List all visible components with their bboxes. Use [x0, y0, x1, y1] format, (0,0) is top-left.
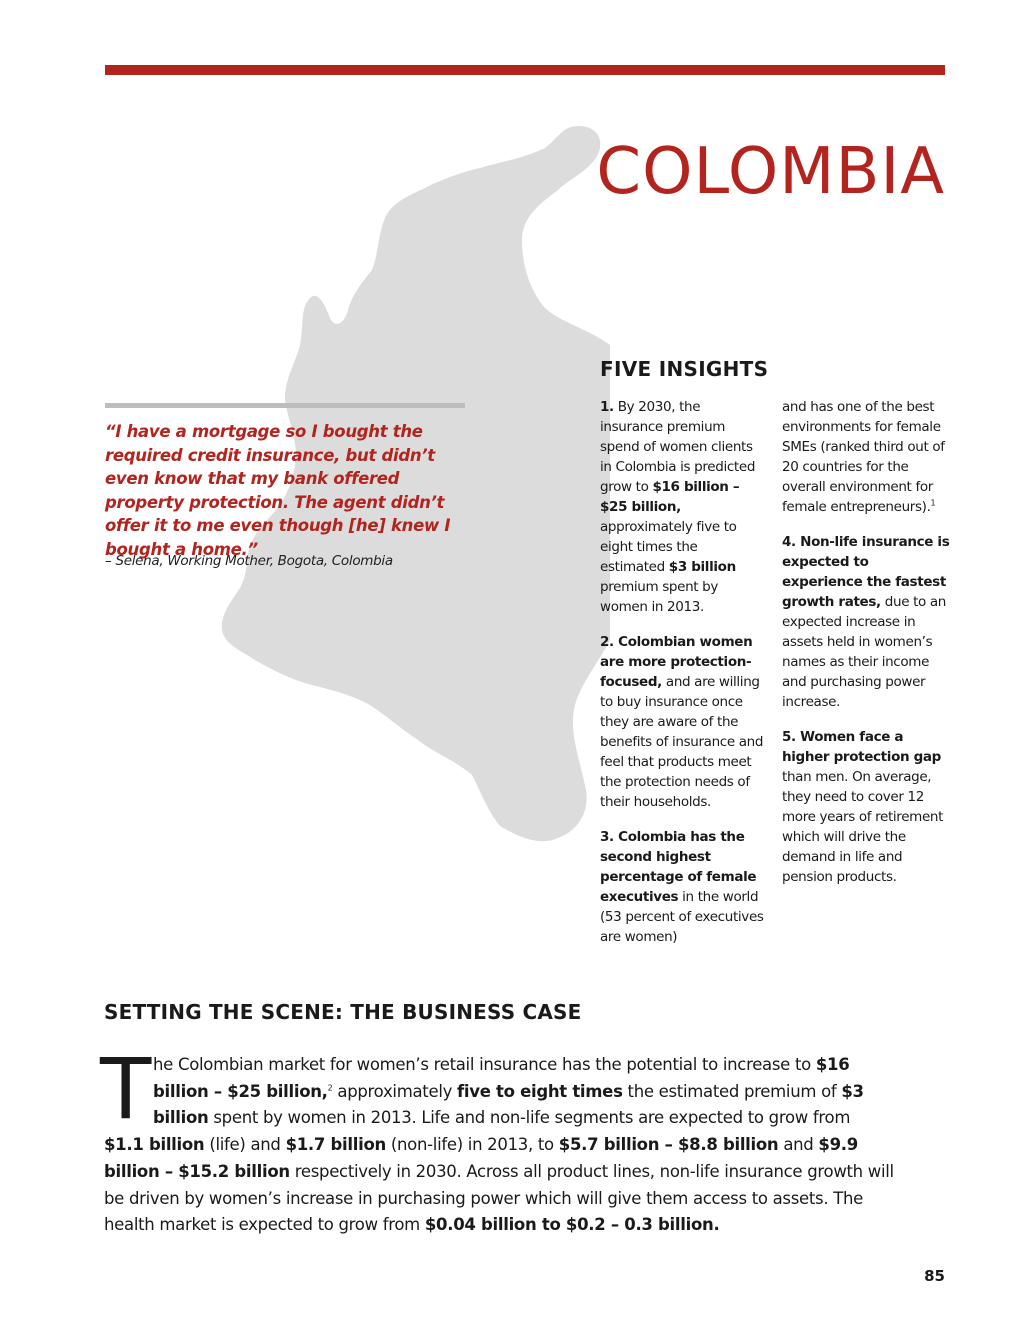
- body-bold-5: $1.7 billion: [285, 1135, 386, 1155]
- page-number: 85: [924, 1267, 945, 1285]
- insight-1-bold-b: $3 billion: [668, 559, 736, 575]
- body-text-8: respectively in 2030. Across all product lines, non-life insurance growth will be driven by women’s increase in purchasing power which will give them access to assets. The health market is expected to grow from: [104, 1161, 894, 1235]
- body-bold-3: $3 billion: [153, 1081, 864, 1128]
- drop-cap: T: [100, 1040, 152, 1138]
- body-bold-1: $16 billion – $25 billion,: [153, 1055, 850, 1101]
- insight-4-lead: 4. Non-life insurance is expected to experience the fastest growth rates,: [782, 534, 950, 610]
- pull-quote: “I have a mortgage so I bought the required credit insurance, but didn’t even know that my bank offered property protection. The agent didn’t offer it to me even though [he] knew I bought a home.”: [105, 422, 451, 559]
- insight-1-text-c: premium spent by women in 2013.: [600, 579, 719, 615]
- body-text-7: and: [778, 1135, 819, 1155]
- insight-4-text: due to an expected increase in assets held in women’s names as their income and purchasing power increase.: [782, 594, 947, 710]
- insight-5: [782, 727, 950, 887]
- body-bold-6: $5.7 billion – $8.8 billion: [558, 1135, 779, 1155]
- body-text-5: (life) and: [204, 1135, 286, 1155]
- business-case-paragraph: [100, 1040, 894, 1239]
- insight-2-lead: 2. Colombian women are more protection-focused,: [600, 634, 753, 690]
- insight-5-lead: 5. Women face a higher protection gap: [782, 729, 941, 765]
- body-text-3: the estimated premium of: [622, 1081, 842, 1101]
- insights-heading: FIVE INSIGHTS: [600, 357, 769, 381]
- body-bold-7: $9.9 billion – $15.2 billion: [104, 1135, 858, 1181]
- insight-5-text: than men. On average, they need to cover 12 more years of retirement which will drive the demand in life and pension products.: [782, 769, 944, 885]
- insight-1-bold-a: $16 billion – $25 billion,: [600, 479, 740, 515]
- footnote-1-marker: 1: [930, 498, 936, 508]
- insight-1-text-a: By 2030, the insurance premium spend of women clients in Colombia is predicted grow to: [600, 399, 756, 495]
- insight-3-lead: 3. Colombia has the second highest percentage of female executives: [600, 829, 757, 905]
- insight-1-number: 1.: [600, 399, 614, 415]
- insight-2-text: and are willing to buy insurance once they are aware of the benefits of insurance and feel that products meet the protection needs of their households.: [600, 674, 764, 810]
- body-bold-4: $1.1 billion: [104, 1135, 205, 1155]
- insight-3-text-a: in the world (53 percent of executives are women): [600, 889, 764, 945]
- insight-3-text-b: and has one of the best environments for female SMEs (ranked third out of 20 countries for the overall environment for female entrepreneurs).: [782, 399, 945, 515]
- footnote-2-marker: 2: [327, 1083, 333, 1093]
- insights-column-right: [782, 397, 950, 902]
- insight-3: [600, 827, 766, 947]
- section-heading: SETTING THE SCENE: THE BUSINESS CASE: [104, 1000, 582, 1024]
- insight-4: [782, 532, 950, 712]
- insights-column-left: [600, 397, 766, 962]
- quote-attribution: – Selena, Working Mother, Bogota, Colombia: [105, 553, 393, 569]
- insight-1: [600, 397, 766, 617]
- body-bold-8: $0.04 billion to $0.2 – 0.3 billion.: [424, 1215, 720, 1235]
- body-text-6: (non-life) in 2013, to: [385, 1135, 559, 1155]
- body-bold-2: five to eight times: [457, 1081, 623, 1101]
- insight-3-continued: [782, 397, 950, 517]
- body-text-2: approximately: [332, 1081, 458, 1101]
- quote-divider: [105, 403, 465, 408]
- insight-2: [600, 632, 766, 812]
- insight-1-text-b: approximately five to eight times the estimated: [600, 519, 737, 575]
- page-title: COLOMBIA: [596, 135, 945, 209]
- body-text-1: he Colombian market for women’s retail insurance has the potential to increase to: [153, 1055, 816, 1074]
- body-text-4: spent by women in 2013. Life and non-life segments are expected to grow from: [208, 1108, 851, 1128]
